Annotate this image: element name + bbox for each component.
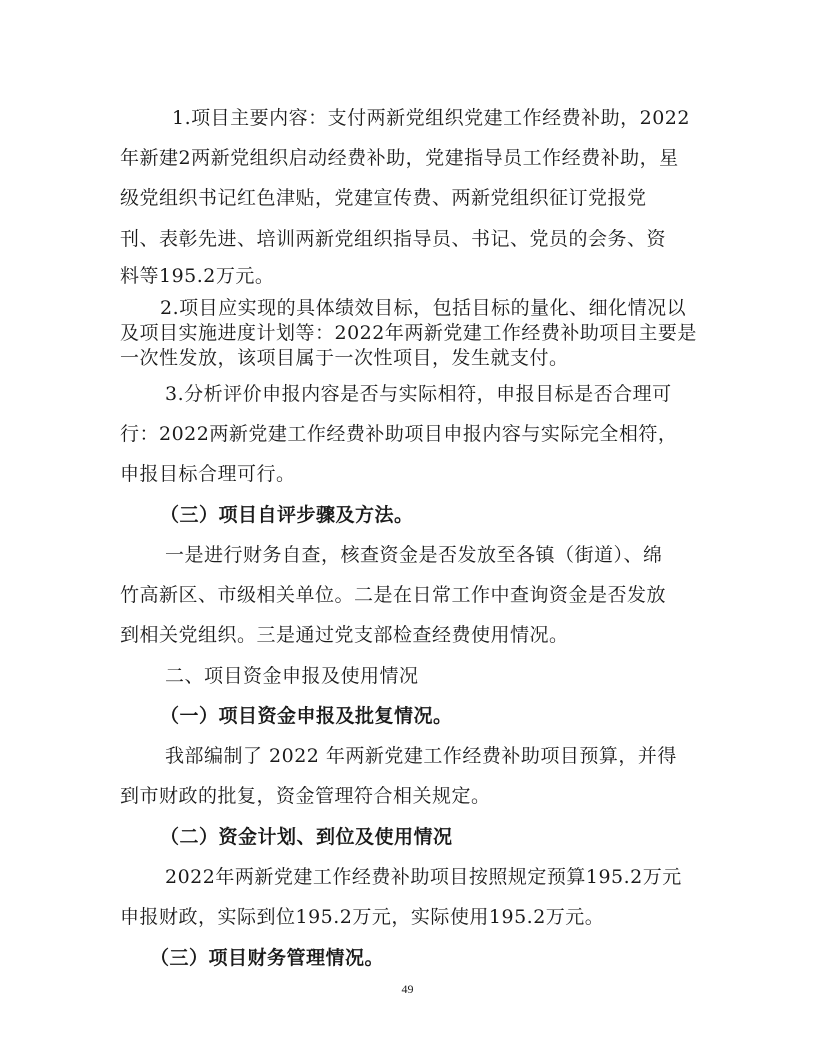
paragraph-line: 年新建2两新党组织启动经费补助，党建指导员工作经费补助，星 [120, 147, 679, 169]
paragraph-line: 3.分析评价申报内容是否与实际相符，申报目标是否合理可 [165, 383, 672, 405]
paragraph-line: 竹高新区、市级相关单位。二是在日常工作中查询资金是否发放 [120, 584, 667, 606]
section-heading: （三）项目财务管理情况。 [150, 947, 385, 969]
paragraph-line: 及项目实施进度计划等：2022年两新党建工作经费补助项目主要是 [120, 322, 697, 344]
section-heading: （三）项目自评步骤及方法。 [160, 504, 414, 526]
page-number: 49 [401, 982, 414, 996]
section-heading: （二）资金计划、到位及使用情况 [160, 826, 453, 848]
paragraph-line: 级党组织书记红色津贴，党建宣传费、两新党组织征订党报党 [120, 187, 647, 209]
paragraph-line: 1.项目主要内容：支付两新党组织党建工作经费补助，2022 [172, 107, 690, 129]
paragraph-line: 到市财政的批复，资金管理符合相关规定。 [120, 785, 491, 807]
paragraph-line: 我部编制了 2022 年两新党建工作经费补助项目预算，并得 [165, 745, 677, 767]
paragraph-line: 一次性发放，该项目属于一次性项目，发生就支付。 [120, 347, 569, 369]
paragraph-line: 申报财政，实际到位195.2万元，实际使用195.2万元。 [120, 906, 605, 928]
section-heading: 二、项目资金申报及使用情况 [165, 665, 419, 687]
paragraph-line: 一是进行财务自查，核查资金是否发放至各镇（街道）、绵 [165, 544, 663, 566]
paragraph-line: 刊、表彰先进、培训两新党组织指导员、书记、党员的会务、资 [120, 228, 667, 250]
paragraph-line: 2.项目应实现的具体绩效目标，包括目标的量化、细化情况以 [160, 297, 687, 319]
section-heading: （一）项目资金申报及批复情况。 [160, 705, 453, 727]
paragraph-line: 申报目标合理可行。 [120, 463, 296, 485]
paragraph-line: 行：2022两新党建工作经费补助项目申报内容与实际完全相符， [120, 423, 678, 445]
paragraph-line: 料等195.2万元。 [120, 265, 275, 287]
paragraph-line: 到相关党组织。三是通过党支部检查经费使用情况。 [120, 624, 569, 646]
paragraph-line: 2022年两新党建工作经费补助项目按照规定预算195.2万元 [165, 866, 682, 888]
